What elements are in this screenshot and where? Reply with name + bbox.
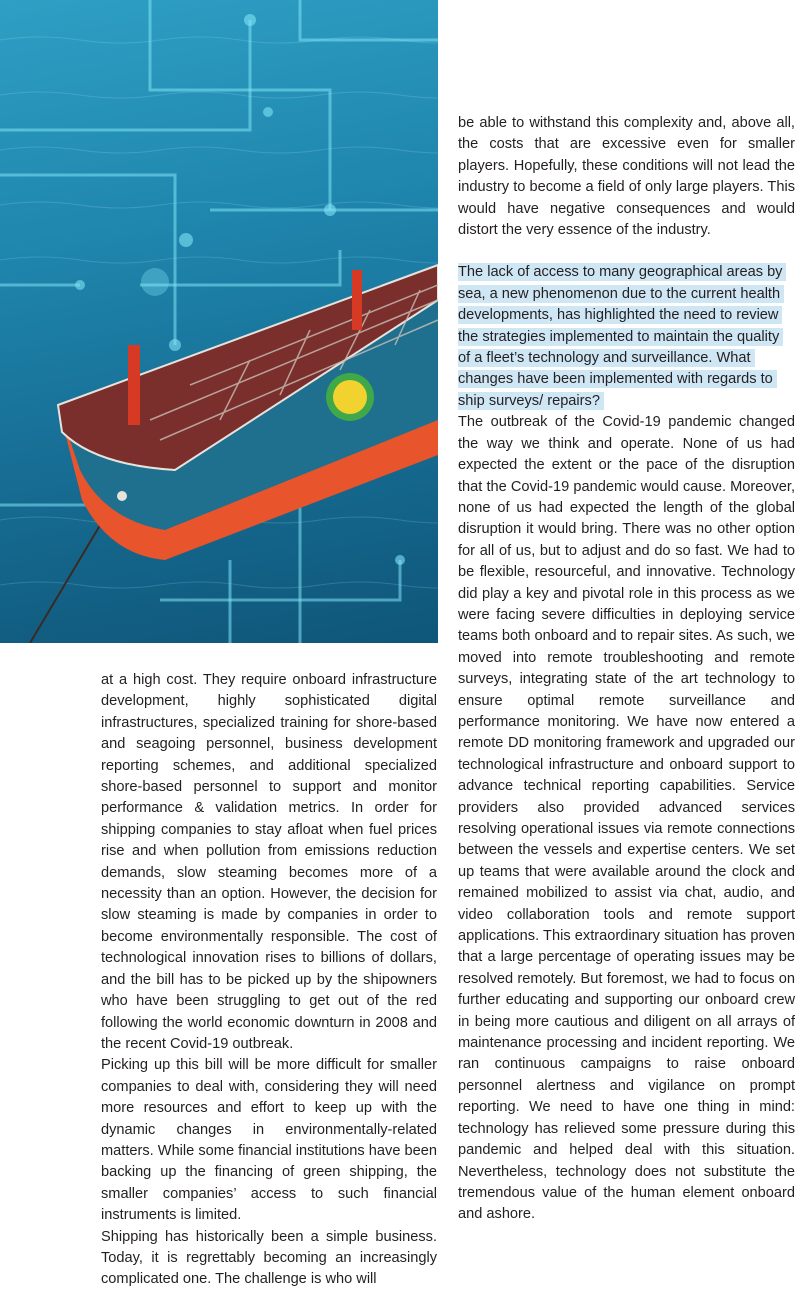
intro-paragraph: be able to withstand this complexity and, above all, the costs that are excessive even for smaller players. Hopefully, these conditions will not lead the industry to become a field of only large players. This would have negative consequences and would distort the very essence of the industry. — [458, 115, 795, 239]
ship-mast — [128, 345, 140, 425]
body-paragraph: Picking up this bill will be more difficult for smaller companies to deal with, considering they will need more resources and effort to keep up with the dynamic changes in environmentally-related matters. While some financial institutions have been backing up the financing of green shipping, the smaller companies’ access to such financial instruments is limited. — [101, 1057, 437, 1224]
interview-question — [458, 262, 795, 412]
body-paragraph: at a high cost. They require onboard infrastructure development, highly sophisticated digital infrastructures, specialized training for shore-based and seagoing personnel, business development reporting schemes, and additional specialized shore-based personnel to support and monitor performance & validation metrics. In order for shipping companies to stay afloat when fuel prices rise and when pollution from emissions reduction demands, slow steaming becomes more of a necessity than an option. However, the decision for slow steaming is made by companies in order to become environmentally responsible. The cost of technological innovation rises to billions of dollars, and the bill has to be picked up by the shipowners who have been struggling to get out of the red following the world economic downturn in 2008 and the recent Covid-19 outbreak. — [101, 672, 437, 1052]
tanker-ship-illustration — [0, 0, 438, 643]
right-text-column — [458, 113, 795, 1226]
answer-paragraph: The outbreak of the Covid-19 pandemic changed the way we think and operate. None of us had expected the extent or the pace of the disruption that the Covid-19 pandemic would cause. Moreover, none of us had expected the length of the global disruption it would bring. There was no other option for all of us, but to adjust and do so fast. We had to be flexible, resourceful, and innovative. Technology did play a key and pivotal role in this process as we were facing severe difficulties in deploying service teams both onboard and to repair sites. As such, we moved into remote troubleshooting and remote surveys, integrating state of the art technology to ensure optimal remote surveillance and performance monitoring. We have now entered a remote DD monitoring framework and upgraded our technological infrastructure and onboard support to advance technical reporting capabilities. Service providers also provided advanced services resolving operational issues via remote connections between the vessels and expertise centers. We set up teams that were available around the clock and remained mobilized to assist via chat, audio, and video collaboration tools and remote support applications. This extraordinary situation has proven that a large percentage of operating issues may be resolved remotely. But foremost, we had to focus on further educating and supporting our onboard crew in being more cautious and diligent on all arrays of maintenance processing and incident reporting. We ran continuous campaigns to raise onboard personnel alertness and vigilance on prompt reporting. We need to have one thing in mind: technology has relieved some pressure during this pandemic and helped deal with this situation. Nevertheless, technology does not substitute the tremendous value of the human element onboard and ashore. — [458, 414, 795, 1223]
body-paragraph: Shipping has historically been a simple business. Today, it is regrettably becoming an increasingly complicated one. The challenge is who will — [101, 1228, 437, 1288]
question-highlight: The lack of access to many geographical areas by sea, a new phenomenon due to the current health developments, has highlighted the need to review the strategies implemented to maintain the quality of a fleet’s technology and surveillance. What changes have been implemented with regards to ship surveys/ repairs? — [458, 263, 786, 409]
left-text-column — [101, 670, 437, 1291]
tanker-ship — [58, 265, 438, 560]
anchor-hawse — [117, 491, 127, 501]
tanker-ship-photo — [0, 0, 438, 643]
ship-crane — [352, 270, 362, 330]
